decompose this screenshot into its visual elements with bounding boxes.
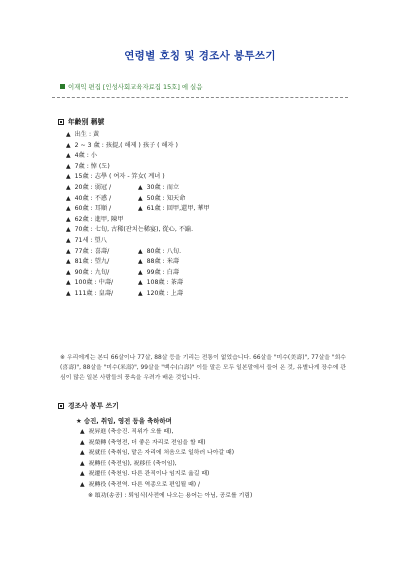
triangle-bullet-icon: ▲ bbox=[138, 279, 143, 287]
age-entry-text: 108歲 : 茶壽 bbox=[146, 279, 184, 287]
footnote-row: ※ 頌功(송공) : 퇴임식(사전에 나오는 용어는 아님, 공로를 기림) bbox=[88, 492, 253, 499]
age-title-list bbox=[66, 130, 210, 300]
age-entry-text: 77歲 : 喜壽/ bbox=[74, 247, 110, 255]
envelope-phrase-row bbox=[80, 480, 252, 491]
age-entry-text: 100歲 : 中壽/ bbox=[74, 279, 114, 287]
age-row bbox=[66, 257, 210, 268]
age-entry bbox=[66, 236, 107, 247]
triangle-bullet-icon: ▲ bbox=[138, 194, 143, 202]
age-row bbox=[66, 172, 210, 183]
envelope-phrase-row bbox=[80, 448, 252, 459]
envelope-phrase-text: 祝就任 (축취임, 맡은 자리에 처음으로 일하러 나아갈 때) bbox=[88, 450, 234, 457]
age-entry-text: 111歲 : 皇壽/ bbox=[74, 289, 114, 297]
triangle-bullet-icon: ▲ bbox=[80, 470, 85, 478]
age-entry bbox=[66, 141, 178, 152]
age-entry bbox=[138, 289, 183, 300]
section-heading-text: 경조사 봉투 쓰기 bbox=[68, 402, 119, 410]
triangle-bullet-icon: ▲ bbox=[66, 131, 71, 138]
triangle-bullet-icon: ▲ bbox=[138, 205, 143, 213]
triangle-bullet-icon: ▲ bbox=[66, 268, 71, 276]
section-heading-text: 年齡別 稱號 bbox=[68, 118, 105, 126]
age-entry bbox=[66, 194, 138, 205]
source-line bbox=[60, 82, 202, 91]
age-entry-text: 80歲 : 八旬. bbox=[146, 247, 182, 255]
triangle-bullet-icon: ▲ bbox=[66, 183, 71, 191]
age-entry bbox=[66, 225, 193, 236]
age-entry bbox=[66, 278, 138, 289]
envelope-phrase-text: 祝轉任 (축전임), 祝移任 (축이임), bbox=[88, 460, 177, 467]
triangle-bullet-icon: ▲ bbox=[66, 279, 71, 287]
age-entry bbox=[66, 162, 110, 173]
age-entry-text: 50歲 : 知天命 bbox=[146, 194, 186, 202]
age-entry-text: 60歲 : 耳順 / bbox=[74, 205, 112, 213]
triangle-bullet-icon: ▲ bbox=[138, 289, 143, 297]
age-entry bbox=[138, 183, 179, 194]
age-entry-text: 71세 : 望八 bbox=[74, 236, 107, 244]
envelope-phrase-row bbox=[80, 427, 252, 438]
age-entry-text: 15歲 : 志學 ( 여자 - 笄女( 계녀 ) bbox=[74, 173, 165, 181]
envelope-phrase-text: 祝遷任 (축천임. 다른 관직이나 임지로 옮길 때) bbox=[88, 471, 210, 478]
triangle-bullet-icon: ▲ bbox=[66, 152, 71, 160]
age-entry bbox=[66, 204, 138, 215]
age-row bbox=[66, 130, 210, 141]
age-entry bbox=[66, 257, 138, 268]
triangle-bullet-icon: ▲ bbox=[138, 258, 143, 266]
age-entry-text: 2 ~ 3 歲 : 孩提,( 해제 ) 孩子 ( 해자 ) bbox=[74, 141, 178, 149]
envelope-phrase-row bbox=[80, 459, 252, 470]
age-entry bbox=[138, 247, 181, 258]
age-row bbox=[66, 151, 210, 162]
subheading-promotion: ★ 승진, 취임, 영전 등을 축하하며 bbox=[76, 417, 172, 425]
age-entry bbox=[66, 172, 165, 183]
age-entry-text: 7歲 : 悼 (도) bbox=[74, 162, 110, 170]
age-entry-text: 62歲 : 進甲, 陳甲 bbox=[74, 215, 124, 223]
triangle-bullet-icon: ▲ bbox=[80, 449, 85, 457]
triangle-bullet-icon: ▲ bbox=[66, 194, 71, 202]
section-heading-age bbox=[58, 116, 104, 126]
age-entry-text: 40歲 : 不惑 / bbox=[74, 194, 112, 202]
triangle-bullet-icon: ▲ bbox=[66, 247, 71, 255]
triangle-bullet-icon: ▲ bbox=[66, 236, 71, 244]
age-entry bbox=[138, 257, 179, 268]
triangle-bullet-icon: ▲ bbox=[66, 162, 71, 170]
note-paragraph: ※ 우리에게는 본디 66살이나 77살, 88살 등을 기리는 전통이 없었습니다. 66살을 "미수(美壽)", 77살을 "희수(喜壽)", 88살을 "미수(米壽)", 99살을 "백수(白壽)" 이들 말은 모두 일본말에서 들어 온 것, 유별나게 장수에 관심이 많은 일본 사람들의 풍속을 우려가 배운 것입니다. bbox=[60, 355, 346, 381]
envelope-phrase-text: 祝昇進 (축승진. 직위가 오를 때), bbox=[88, 429, 174, 435]
triangle-bullet-icon: ▲ bbox=[80, 480, 85, 488]
dashed-divider bbox=[52, 97, 348, 98]
square-bullet-icon bbox=[58, 403, 64, 409]
age-row bbox=[66, 289, 210, 300]
age-row bbox=[66, 141, 210, 152]
age-entry-text: 81歲 : 望九/ bbox=[74, 258, 110, 266]
age-entry-text: 90歲 : 九旬/ bbox=[74, 268, 110, 276]
age-row bbox=[66, 236, 210, 247]
age-entry bbox=[66, 215, 123, 226]
age-entry bbox=[138, 268, 179, 279]
age-entry bbox=[66, 183, 138, 194]
envelope-phrase-row bbox=[80, 438, 252, 449]
envelope-phrase-text: 祝榮轉 (축영전, 더 좋은 자리로 전임을 할 때) bbox=[88, 439, 206, 446]
age-entry bbox=[66, 289, 138, 300]
triangle-bullet-icon: ▲ bbox=[138, 268, 143, 276]
age-entry-text: 70歲 : 七旬, 古稀(잔치는稀宴), 從心, 不踰. bbox=[74, 226, 194, 234]
triangle-bullet-icon: ▲ bbox=[66, 205, 71, 213]
square-bullet-icon bbox=[58, 119, 64, 125]
source-text: 이재익 편집 [인성사회교육자료집 15호] 에 실음 bbox=[68, 83, 203, 91]
triangle-bullet-icon: ▲ bbox=[66, 173, 71, 181]
age-row bbox=[66, 247, 210, 258]
age-row bbox=[66, 194, 210, 205]
age-entry bbox=[66, 247, 138, 258]
triangle-bullet-icon: ▲ bbox=[66, 258, 71, 266]
age-row bbox=[66, 268, 210, 279]
age-row bbox=[66, 225, 210, 236]
triangle-bullet-icon: ▲ bbox=[138, 247, 143, 255]
triangle-bullet-icon: ▲ bbox=[66, 141, 71, 149]
envelope-phrase-list bbox=[80, 427, 252, 501]
age-entry-text: 120歲 : 上壽 bbox=[146, 289, 184, 297]
age-row bbox=[66, 278, 210, 289]
triangle-bullet-icon: ▲ bbox=[66, 215, 71, 223]
green-square-icon bbox=[60, 84, 65, 89]
age-entry-text: 88歲 : 米壽 bbox=[146, 258, 180, 266]
age-row bbox=[66, 162, 210, 173]
age-entry-text: 61歲 : 回甲,還甲, 華甲 bbox=[146, 205, 210, 213]
age-entry-text: 出生 : 黃 bbox=[74, 131, 100, 138]
age-entry bbox=[66, 130, 99, 141]
age-entry bbox=[138, 204, 210, 215]
age-entry bbox=[66, 151, 97, 162]
age-entry-text: 30歲 : 而立 bbox=[146, 183, 180, 191]
page-title: 연령별 호칭 및 경조사 봉투쓰기 bbox=[124, 50, 276, 62]
age-entry-text: 20歲 : 弱冠 / bbox=[74, 183, 112, 191]
triangle-bullet-icon: ▲ bbox=[138, 183, 143, 191]
triangle-bullet-icon: ▲ bbox=[80, 459, 85, 467]
section-heading-envelope bbox=[58, 400, 119, 410]
age-entry bbox=[66, 268, 138, 279]
envelope-phrase-text: 祝轉役 (축전역. 다른 역종으로 편입될 때) / bbox=[88, 481, 200, 488]
age-entry-text: 4歲 : 小 bbox=[74, 152, 97, 160]
envelope-phrase-row bbox=[80, 469, 252, 480]
age-entry bbox=[138, 194, 185, 205]
age-entry bbox=[138, 278, 183, 289]
triangle-bullet-icon: ▲ bbox=[66, 289, 71, 297]
triangle-bullet-icon: ▲ bbox=[80, 428, 85, 435]
triangle-bullet-icon: ▲ bbox=[66, 226, 71, 234]
age-row bbox=[66, 183, 210, 194]
age-row bbox=[66, 204, 210, 215]
triangle-bullet-icon: ▲ bbox=[80, 438, 85, 446]
age-entry-text: 99歲 : 白壽 bbox=[146, 268, 180, 276]
age-row bbox=[66, 215, 210, 226]
